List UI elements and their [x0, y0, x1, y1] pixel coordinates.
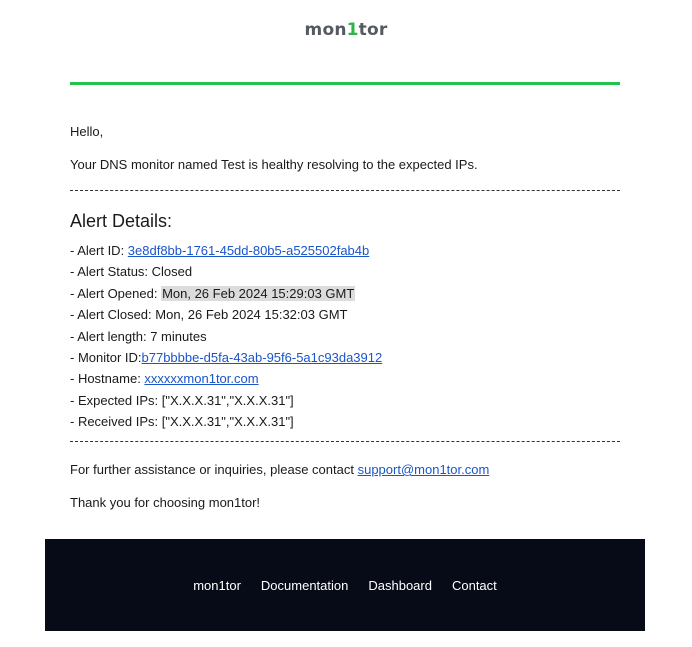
hostname-label: - Hostname: — [70, 371, 145, 387]
logo-text-end: tor — [358, 20, 388, 40]
logo-text-start: mon — [304, 20, 347, 40]
alert-opened-label: - Alert Opened: — [70, 285, 162, 301]
alert-id-link[interactable]: 3e8df8bb-1761-45dd-80b5-a525502fab4b — [127, 243, 370, 258]
alert-id-row — [70, 242, 620, 263]
assistance-message: For further assistance or inquiries, please contact — [70, 462, 358, 477]
monitor-id-label: - Monitor ID: — [70, 349, 142, 365]
brand-logo — [0, 20, 692, 40]
footer-bar — [45, 539, 645, 631]
alert-opened-row — [70, 285, 620, 306]
footer-link-dashboard[interactable]: Dashboard — [368, 577, 432, 593]
footer-link-home[interactable]: mon1tor — [193, 577, 241, 593]
greeting-text: Hello, — [70, 124, 104, 139]
alert-length-row: - Alert length: 7 minutes — [70, 328, 207, 344]
expected-ips-row: - Expected IPs: ["X.X.X.31","X.X.X.31"] — [70, 392, 294, 408]
header-accent-divider — [70, 82, 620, 85]
dashed-divider-bottom — [70, 441, 620, 442]
hostname-row — [70, 370, 620, 391]
footer-link-documentation[interactable]: Documentation — [260, 577, 349, 593]
hostname-link[interactable]: xxxxxxmon1tor.com — [144, 371, 259, 387]
intro-message: Your DNS monitor named Test is healthy resolving to the expected IPs. — [70, 157, 478, 172]
monitor-id-link[interactable]: b77bbbbe-d5fa-43ab-95f6-5a1c93da3912 — [141, 349, 383, 365]
alert-details-heading: Alert Details: — [70, 211, 173, 231]
alert-closed-row: - Alert Closed: Mon, 26 Feb 2024 15:32:03 GMT — [70, 307, 348, 323]
monitor-id-row — [70, 349, 620, 370]
logo-one-glyph: 1 — [346, 20, 359, 40]
alert-opened-value: Mon, 26 Feb 2024 15:29:03 GMT — [162, 285, 355, 301]
alert-id-label: - Alert ID: — [70, 243, 128, 258]
assistance-text — [70, 462, 620, 478]
thank-you-text: Thank you for choosing mon1tor! — [70, 495, 261, 510]
footer-link-contact[interactable]: Contact — [451, 577, 497, 593]
received-ips-row: - Received IPs: ["X.X.X.31","X.X.X.31"] — [70, 414, 294, 430]
alert-details-list — [70, 242, 620, 435]
support-email-link[interactable]: support@mon1tor.com — [357, 462, 490, 477]
alert-status-row: - Alert Status: Closed — [70, 264, 193, 280]
dashed-divider-top — [70, 190, 620, 191]
